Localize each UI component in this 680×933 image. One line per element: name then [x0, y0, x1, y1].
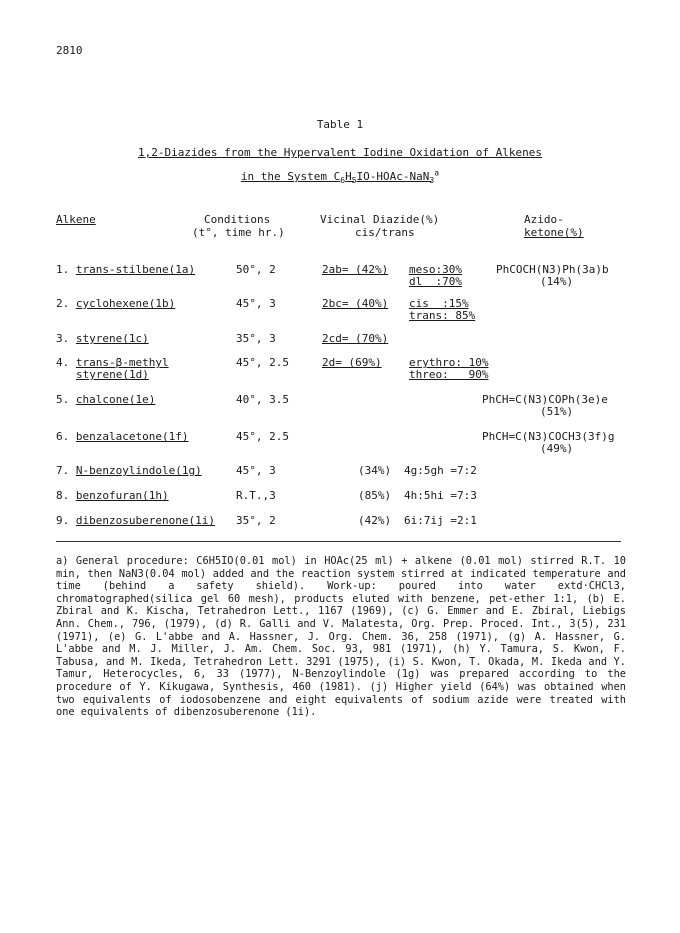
table-row-7-conditions: 45°, 3: [236, 464, 276, 477]
table-row-8-alkene: 8. benzofuran(1h): [56, 489, 169, 502]
table-row-2-alkene: 2. cyclohexene(1b): [56, 297, 176, 310]
table-row-4-ratio-a: erythro: 10%: [409, 356, 489, 369]
table-row-1-ketone-yield: (14%): [540, 275, 574, 288]
table-row-8-conditions: R.T.,3: [236, 489, 276, 502]
table-row-4-alkene: 4. trans-β-methyl: [56, 356, 169, 369]
header-alkene: Alkene: [56, 213, 96, 226]
table-row-2-ratio-a: cis :15%: [409, 297, 469, 310]
table-row-4-diazide: 2d= (69%): [322, 356, 382, 369]
header-azido: Azido-: [524, 213, 564, 226]
table-row-9-diazide: (42%): [358, 514, 392, 527]
table-footnote: [56, 555, 626, 719]
table-row-4-ratio-b: threo: 90%: [409, 368, 489, 381]
table-caption-line1: [0, 146, 680, 159]
header-diazide: Vicinal Diazide(%): [320, 213, 440, 226]
table-row-4-conditions: 45°, 2.5: [236, 356, 289, 369]
table-row-5-conditions: 40°, 3.5: [236, 393, 289, 406]
table-row-2-conditions: 45°, 3: [236, 297, 276, 310]
table-row-6-ketone: PhCH=C(N3)COCH3(3f)g: [482, 430, 615, 443]
table-row-7-alkene: 7. N-benzoylindole(1g): [56, 464, 202, 477]
table-row-6-alkene: 6. benzalacetone(1f): [56, 430, 189, 443]
table-row-5-ketone-yield: (51%): [540, 405, 574, 418]
table-label: Table 1: [316, 118, 364, 131]
table-row-7-diazide: (34%): [358, 464, 392, 477]
table-row-7-ratio: 4g:5gh =7:2: [404, 464, 477, 477]
header-diazide-sub: cis/trans: [355, 226, 415, 239]
caption-text-1: 1,2-Diazides from the Hypervalent Iodine Oxidation of Alkenes: [138, 146, 542, 159]
caption-text-2: in the System $C_6H_5IO-HOAc-NaN_3$: [240, 170, 435, 186]
table-row-1-ratio-b: dl :70%: [409, 275, 462, 288]
table-row-1-conditions: 50°, 2: [236, 263, 276, 276]
table-row-1-ratio-a: meso:30%: [409, 263, 462, 276]
header-ketone: ketone(%): [524, 226, 584, 239]
table-row-3-diazide: 2cd= (70%): [322, 332, 389, 345]
table-row-9-conditions: 35°, 2: [236, 514, 276, 527]
table-row-3-alkene: 3. styrene(1c): [56, 332, 149, 345]
table-row-6-conditions: 45°, 2.5: [236, 430, 289, 443]
page-number: 2810: [56, 44, 83, 57]
table-row-2-diazide: 2bc= (40%): [322, 297, 389, 310]
table-row-5-ketone: PhCH=C(N3)COPh(3e)e: [482, 393, 608, 406]
header-conditions-sub: (t°, time hr.): [192, 226, 285, 239]
table-caption-line2: in the System $C_6H_5IO-HOAc-NaN_3^a$: [240, 168, 440, 186]
table-row-3-conditions: 35°, 3: [236, 332, 276, 345]
table-row-1-diazide: 2ab= (42%): [322, 263, 389, 276]
table-row-6-ketone-yield: (49%): [540, 442, 574, 455]
table-row-8-ratio: 4h:5hi =7:3: [404, 489, 477, 502]
table-row-1-alkene: 1. trans-stilbene(1a): [56, 263, 196, 276]
table-row-2-ratio-b: trans: 85%: [409, 309, 476, 322]
table-row-9-alkene: 9. dibenzosuberenone(1i): [56, 514, 215, 527]
table-bottom-rule: [56, 541, 621, 542]
table-row-1-ketone: PhCOCH(N3)Ph(3a)b: [496, 263, 609, 276]
table-row-9-ratio: 6i:7ij =2:1: [404, 514, 477, 527]
table-row-8-diazide: (85%): [358, 489, 392, 502]
table-row-4-alkene-cont: styrene(1d): [76, 368, 149, 381]
table-row-5-alkene: 5. chalcone(1e): [56, 393, 156, 406]
footnote-text: a) General procedure: C6H5IO(0.01 mol) in HOAc(25 ml) + alkene (0.01 mol) stirred R.T. 10 min, then NaN3(0.04 mol) added and the reaction system stirred at indicated temperature and time (behind a safety shield). Work-up: poured into water extd·CHCl3, chromatographed(silica gel 60 mesh), products eluted with benzene, pet-ether 1:1, (b) E. Zbiral and K. Kischa, Tetrahedron Lett., 1167 (1969), (c) G. Emmer and E. Zbiral, Liebigs Ann. Chem., 796, (1979), (d) R. Galli and V. Malatesta, Org. Prep. Proced. Int., 3(5), 231 (1971), (e) G. L'abbe and A. Hassner, J. Org. Chem. 36, 258 (1971), (g) A. Hassner, G. L'abbe and M. J. Miller, J. Am. Chem. Soc. 93, 981 (1971), (h) Y. Tamura, S. Kwon, F. Tabusa, and M. Ikeda, Tetrahedron Lett. 3291 (1975), (i) S. Kwon, T. Okada, M. Ikeda and Y. Tamur, Heterocycles, 6, 33 (1977), N-Benzoylindole (1g) was prepared according to the procedure of Y. Kikugawa, Synthesis, 460 (1981). (j) Higher yield (64%) was obtained when two equivalents of iodosobenzene and eight equivalents of sodium azide were treated with one equivalents of dibenzosuberenone (1i).: [56, 555, 626, 719]
header-conditions: Conditions: [204, 213, 271, 226]
